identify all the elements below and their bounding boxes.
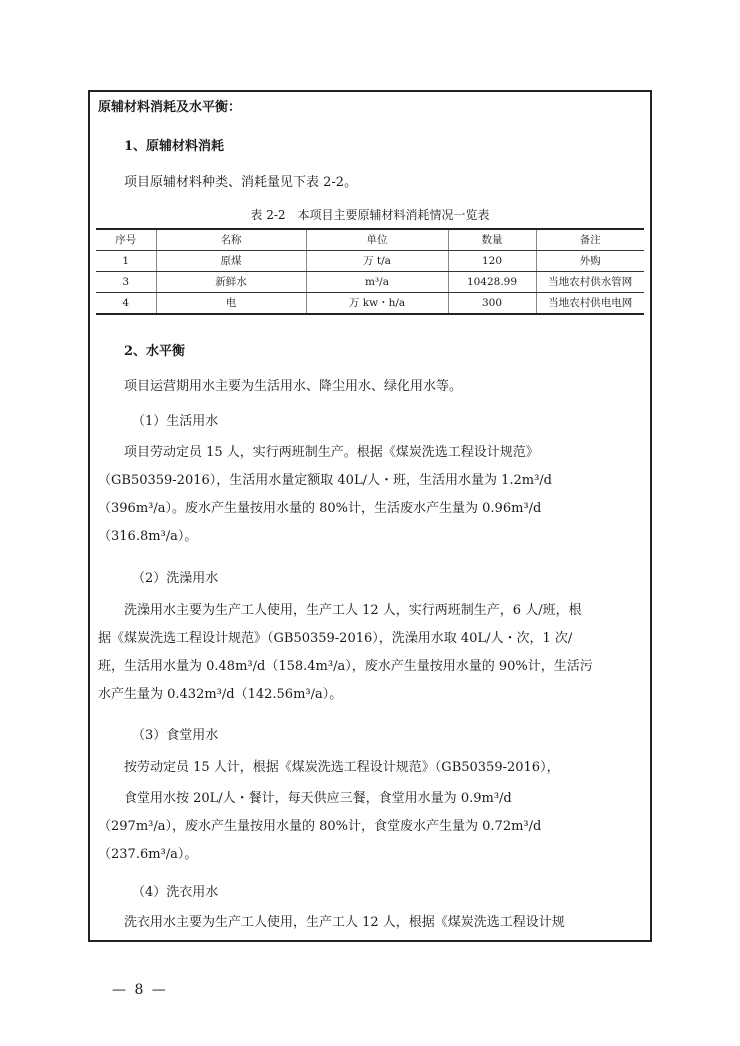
- subsection-title: （3）食堂用水: [132, 728, 219, 743]
- body-line: （237.6m³/a）。: [98, 847, 198, 862]
- body-line: 洗衣用水主要为生产工人使用，生产工人 12 人，根据《煤炭洗选工程设计规: [124, 915, 565, 930]
- table-row: [96, 293, 644, 315]
- body-line: （316.8m³/a）。: [98, 529, 198, 544]
- table-cell: 120: [448, 251, 536, 272]
- body-line: （GB50359-2016），生活用水量定额取 40L/人・班，生活用水量为 1.2m³/d: [98, 473, 553, 488]
- table-cell: 4: [96, 293, 156, 315]
- table-cell: 当地农村供电电网: [536, 293, 644, 315]
- body-line: 食堂用水按 20L/人・餐计，每天供应三餐，食堂用水量为 0.9m³/d: [124, 791, 512, 806]
- table-header-cell: 数量: [448, 229, 536, 251]
- subsection-title: （2）洗澡用水: [132, 571, 219, 586]
- section2-intro: 项目运营期用水主要为生活用水、降尘用水、绿化用水等。: [124, 379, 463, 394]
- table-cell: 300: [448, 293, 536, 315]
- section2-title: 2、水平衡: [124, 344, 186, 359]
- section1-title: 1、原辅材料消耗: [124, 139, 225, 154]
- table-cell: 1: [96, 251, 156, 272]
- materials-table: [96, 228, 644, 315]
- body-line: （396m³/a）。废水产生量按用水量的 80%计，生活废水产生量为 0.96m³/d: [98, 501, 542, 516]
- body-line: （297m³/a），废水产生量按用水量的 80%计，食堂废水产生量为 0.72m³/d: [98, 819, 542, 834]
- subsection-title: （1）生活用水: [132, 414, 219, 429]
- subsection-title: （4）洗衣用水: [132, 885, 219, 900]
- table-header-row: [96, 229, 644, 251]
- table-cell: 万 t/a: [306, 251, 448, 272]
- table-cell: 电: [156, 293, 306, 315]
- table-row: [96, 251, 644, 272]
- body-line: 按劳动定员 15 人计，根据《煤炭洗选工程设计规范》（GB50359-2016），: [124, 760, 560, 775]
- table-header-cell: 备注: [536, 229, 644, 251]
- body-line: 洗澡用水主要为生产工人使用，生产工人 12 人，实行两班制生产，6 人/班，根: [124, 603, 582, 618]
- table-row: [96, 272, 644, 293]
- section-heading: 原辅材料消耗及水平衡：: [98, 100, 242, 115]
- table-cell: 10428.99: [448, 272, 536, 293]
- section1-intro: 项目原辅材料种类、消耗量见下表 2-2。: [124, 175, 358, 190]
- table-cell: 外购: [536, 251, 644, 272]
- table-cell: 当地农村供水管网: [536, 272, 644, 293]
- table-caption: 表 2-2 本项目主要原辅材料消耗情况一览表: [250, 208, 490, 222]
- body-line: 据《煤炭洗选工程设计规范》（GB50359-2016），洗澡用水取 40L/人・次，1 次/: [98, 631, 573, 646]
- table-header-cell: 序号: [96, 229, 156, 251]
- body-line: 项目劳动定员 15 人，实行两班制生产。根据《煤炭洗选工程设计规范》: [124, 445, 539, 460]
- body-line: 班，生活用水量为 0.48m³/d（158.4m³/a），废水产生量按用水量的 90%计，生活污: [98, 659, 593, 674]
- table-cell: 3: [96, 272, 156, 293]
- body-line: 水产生量为 0.432m³/d（142.56m³/a）。: [98, 687, 343, 702]
- table-cell: 新鲜水: [156, 272, 306, 293]
- table-cell: 原煤: [156, 251, 306, 272]
- page-number: — 8 —: [112, 982, 168, 998]
- table-cell: 万 kw・h/a: [306, 293, 448, 315]
- table-header-cell: 名称: [156, 229, 306, 251]
- table-cell: m³/a: [306, 272, 448, 293]
- table-header-cell: 单位: [306, 229, 448, 251]
